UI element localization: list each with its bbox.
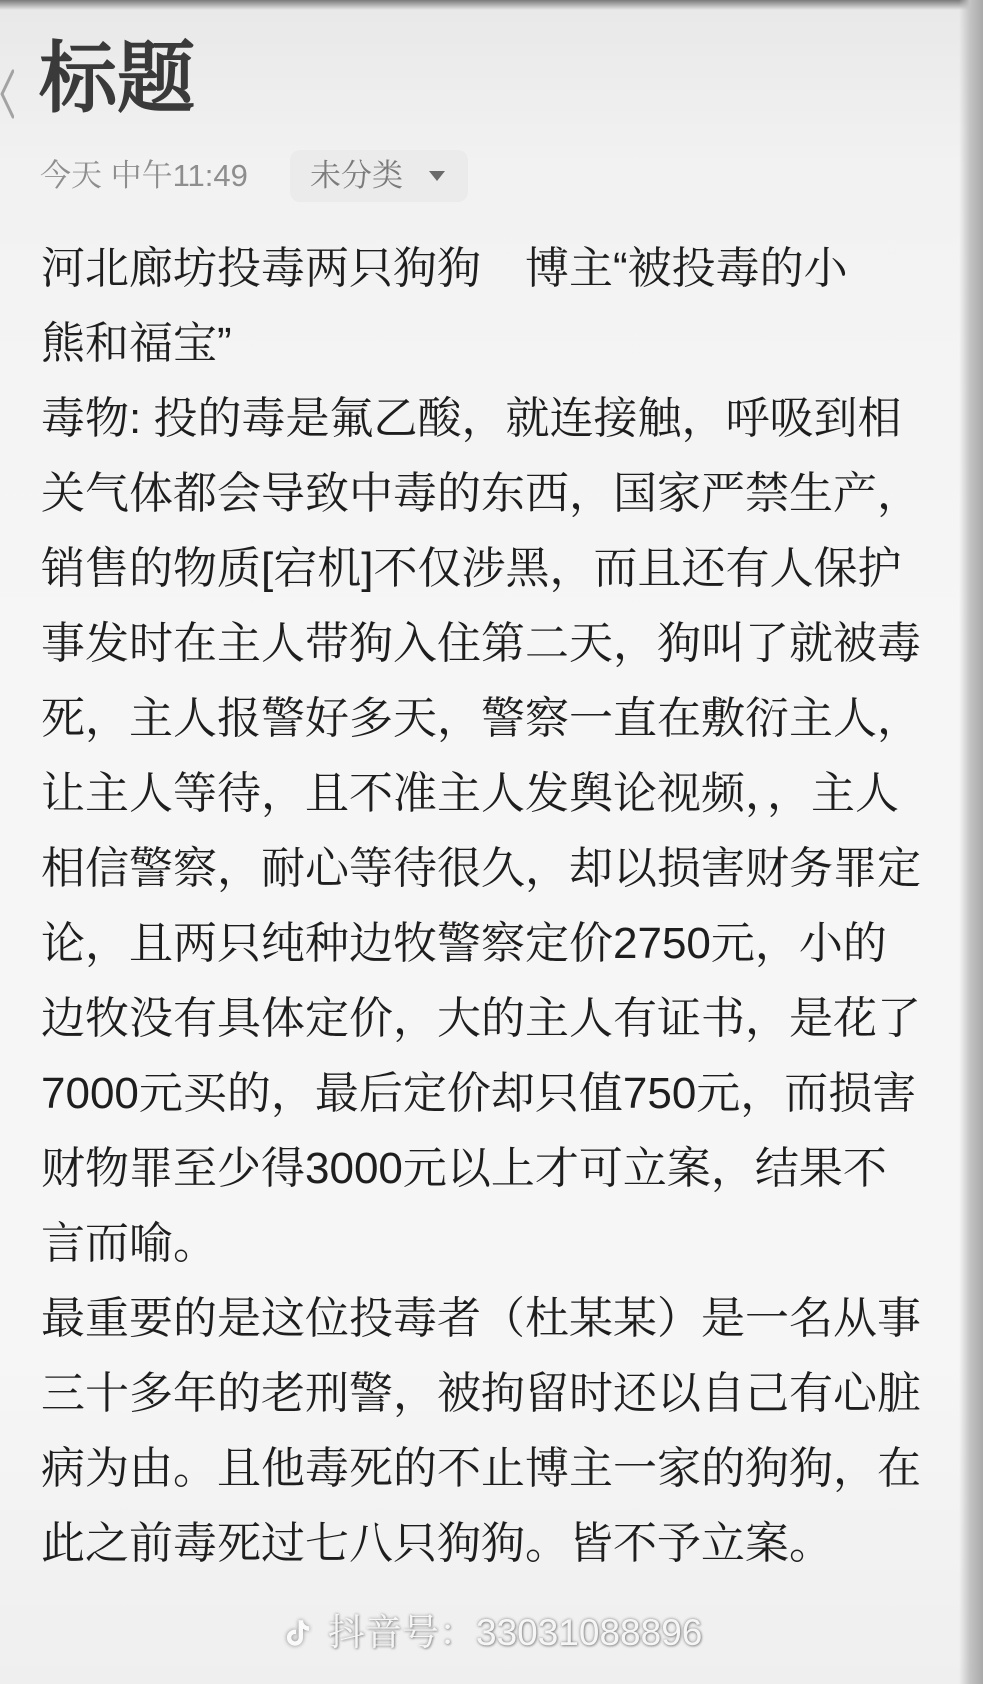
caret-down-icon (428, 170, 446, 182)
body-line: 此之前毒死过七八只狗狗。皆不予立案。 (41, 1519, 833, 1568)
body-line: 论，且两只纯种边牧警察定价2750元，小的 (41, 919, 887, 968)
body-line: 最重要的是这位投毒者（杜某某）是一名从事 (41, 1294, 921, 1343)
body-line: 三十多年的老刑警，被拘留时还以自己有心脏 (41, 1369, 921, 1418)
body-line: 言而喻。 (41, 1219, 217, 1268)
body-line: 让主人等待，且不准主人发舆论视频，，主人 (41, 769, 899, 818)
body-line: 病为由。且他毒死的不止博主一家的狗狗，在 (41, 1444, 921, 1493)
body-line: 财物罪至少得3000元以上才可立案，结果不 (41, 1144, 887, 1193)
body-line: 相信警察，耐心等待很久，却以损害财务罪定 (41, 844, 921, 893)
body-line: 事发时在主人带狗入住第二天，狗叫了就被毒 (41, 619, 921, 668)
body-line: 关气体都会导致中毒的东西，国家严禁生产， (41, 469, 921, 518)
status-bar-edge (0, 0, 983, 10)
body-line: 熊和福宝” (41, 319, 232, 368)
category-selector[interactable] (290, 150, 468, 202)
body-line: 7000元买的，最后定价却只值750元，而损害 (41, 1069, 917, 1118)
body-line: 河北廊坊投毒两只狗狗 博主“被投毒的小 (41, 244, 848, 293)
body-line: 死，主人报警好多天，警察一直在敷衍主人， (41, 694, 921, 743)
body-line: 毒物: 投的毒是氟乙酸，就连接触，呼吸到相 (41, 394, 902, 443)
right-edge-shade (959, 0, 983, 1684)
body-line: 销售的物质[宕机]不仅涉黑，而且还有人保护 (41, 544, 902, 593)
back-chevron-icon[interactable] (0, 68, 14, 120)
watermark-text: 抖音号：33031088896 (328, 1612, 703, 1653)
note-title[interactable]: 标题 (39, 34, 196, 122)
note-timestamp: 今天 中午11:49 (40, 158, 248, 193)
body-line: 边牧没有具体定价，大的主人有证书，是花了 (41, 994, 921, 1043)
note-body-editor[interactable] (41, 231, 956, 1581)
category-label: 未分类 (310, 158, 403, 193)
tiktok-logo-icon (281, 1614, 315, 1652)
douyin-watermark (281, 1611, 702, 1655)
